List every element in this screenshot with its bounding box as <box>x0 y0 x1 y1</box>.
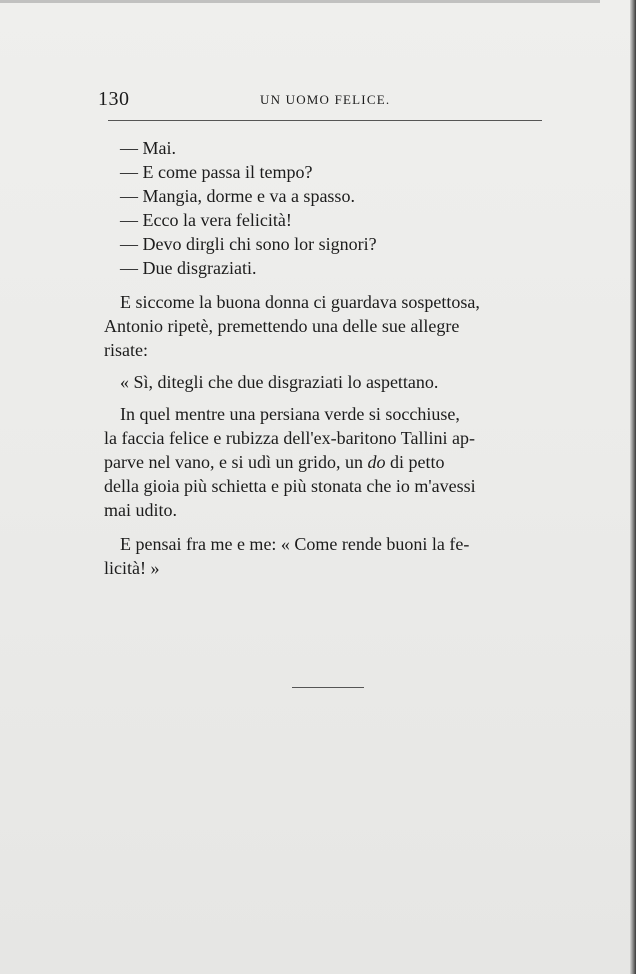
italic-word: do <box>367 452 386 472</box>
text-line: licità! » <box>104 558 160 578</box>
text-line: mai udito. <box>104 500 177 520</box>
page-number: 130 <box>98 88 130 110</box>
scan-top-edge <box>0 0 600 3</box>
text-line: « Sì, ditegli che due disgraziati lo aspettano. <box>120 372 439 392</box>
text-line: Antonio ripetè, premettendo una delle sue allegre <box>104 316 460 336</box>
scan-right-edge <box>630 0 636 974</box>
text-line: In quel mentre una persiana verde si socchiuse, <box>120 404 460 424</box>
running-title: UN UOMO FELICE. <box>260 92 391 107</box>
text-line: — Mangia, dorme e va a spasso. <box>120 186 355 206</box>
text-line: — Mai. <box>120 138 176 158</box>
text-line: della gioia più schietta e più stonata che io m'avessi <box>104 476 476 496</box>
header-rule <box>108 120 542 121</box>
closing-rule <box>292 687 364 688</box>
text-line-with-italic <box>104 450 444 474</box>
text-line: — Ecco la vera felicità! <box>120 210 292 230</box>
text-line: — Due disgraziati. <box>120 258 257 278</box>
text-line: la faccia felice e rubizza dell'ex-baritono Tallini ap- <box>104 428 475 448</box>
text-line: risate: <box>104 340 148 360</box>
page-header <box>98 88 548 112</box>
text-line: — E come passa il tempo? <box>120 162 313 182</box>
text-segment: di petto <box>389 452 445 472</box>
text-line: E siccome la buona donna ci guardava sospettosa, <box>120 292 480 312</box>
text-line: E pensai fra me e me: « Come rende buoni la fe- <box>120 534 470 554</box>
text-line: — Devo dirgli chi sono lor signori? <box>120 234 377 254</box>
text-segment: parve nel vano, e si udì un grido, un <box>104 452 363 472</box>
